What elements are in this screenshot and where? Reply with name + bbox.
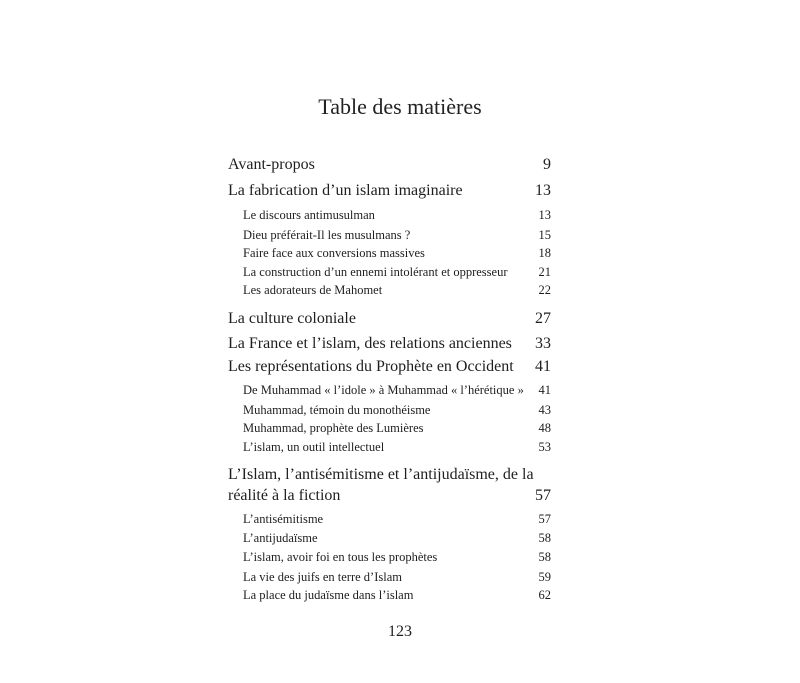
toc-subentry (228, 419, 551, 437)
toc-entry-title: Avant-propos (228, 156, 315, 173)
toc-subentry-page: 43 (538, 403, 551, 417)
toc-subentry-title: La vie des juifs en terre d’Islam (243, 570, 402, 584)
toc-entry-page: 41 (535, 358, 551, 375)
toc-entry (228, 180, 551, 202)
toc-entry-title: La France et l’islam, des relations anciennes (228, 335, 512, 352)
toc-subentry (228, 529, 551, 547)
toc-subentry (228, 281, 551, 299)
toc-subentry-page: 22 (538, 283, 551, 297)
toc-entry-page: 33 (535, 335, 551, 352)
toc-subentry-title: L’islam, avoir foi en tous les prophètes (243, 550, 438, 564)
toc-subentry (228, 510, 551, 528)
toc-subentry-page: 18 (538, 246, 551, 260)
toc-subentry (228, 438, 551, 456)
toc-subentry-title: Dieu préférait-Il les musulmans ? (243, 228, 411, 242)
toc-entry (228, 356, 551, 378)
toc-entry (228, 154, 551, 176)
toc-subentry-title: L’islam, un outil intellectuel (243, 440, 385, 454)
toc-subentry-page: 62 (538, 588, 551, 602)
toc-subentry-title: Muhammad, témoin du monothéisme (243, 403, 431, 417)
toc-entry-page: 9 (543, 156, 551, 173)
toc-subentry-title: La construction d’un ennemi intolérant et oppresseur (243, 265, 508, 279)
toc-subentry (228, 263, 551, 281)
toc-subentry (228, 586, 551, 604)
toc-entry-title: La fabrication d’un islam imaginaire (228, 182, 463, 199)
toc-subentry (228, 548, 551, 566)
toc-subentry (228, 206, 551, 224)
toc-subentry-page: 15 (538, 228, 551, 242)
toc-subentry (228, 401, 551, 419)
toc-subentry-page: 58 (538, 550, 551, 564)
toc-subentry-page: 57 (538, 512, 551, 526)
toc-subentry (228, 381, 551, 399)
toc-subentry-page: 41 (538, 383, 551, 397)
toc-entry (228, 485, 551, 507)
toc-entry (228, 308, 551, 330)
toc-entry-page: 13 (535, 182, 551, 199)
toc-entry-title: Les représentations du Prophète en Occident (228, 358, 514, 375)
toc-entry (228, 333, 551, 355)
toc-subentry (228, 568, 551, 586)
toc-subentry (228, 244, 551, 262)
toc-subentry-title: Les adorateurs de Mahomet (243, 283, 383, 297)
toc-subentry-page: 59 (538, 570, 551, 584)
toc-subentry-page: 21 (538, 265, 551, 279)
toc-subentry (228, 226, 551, 244)
toc-entry-title-line-2: réalité à la fiction (228, 487, 341, 504)
page-number: 123 (388, 623, 412, 640)
toc-subentry-title: L’antisémitisme (243, 512, 324, 526)
toc-subentry-page: 48 (538, 421, 551, 435)
toc-entry-title-line-1: L’Islam, l’antisémitisme et l’antijudaïsme, de la (228, 466, 534, 483)
toc-subentry-title: De Muhammad « l’idole » à Muhammad « l’hérétique » (243, 383, 524, 397)
page-title: Table des matières (318, 94, 482, 119)
toc-entry-page: 57 (535, 487, 551, 504)
toc-subentry-title: Faire face aux conversions massives (243, 246, 425, 260)
toc-subentry-page: 53 (538, 440, 551, 454)
toc-entry-page: 27 (535, 310, 551, 327)
toc-subentry-page: 58 (538, 531, 551, 545)
toc-entry-title: La culture coloniale (228, 310, 356, 327)
toc-entry-line-1 (228, 464, 551, 486)
toc-subentry-title: Le discours antimusulman (243, 208, 375, 222)
toc-subentry-title: L’antijudaïsme (243, 531, 318, 545)
toc-subentry-title: La place du judaïsme dans l’islam (243, 588, 414, 602)
toc-subentry-page: 13 (538, 208, 551, 222)
toc-subentry-title: Muhammad, prophète des Lumières (243, 421, 424, 435)
